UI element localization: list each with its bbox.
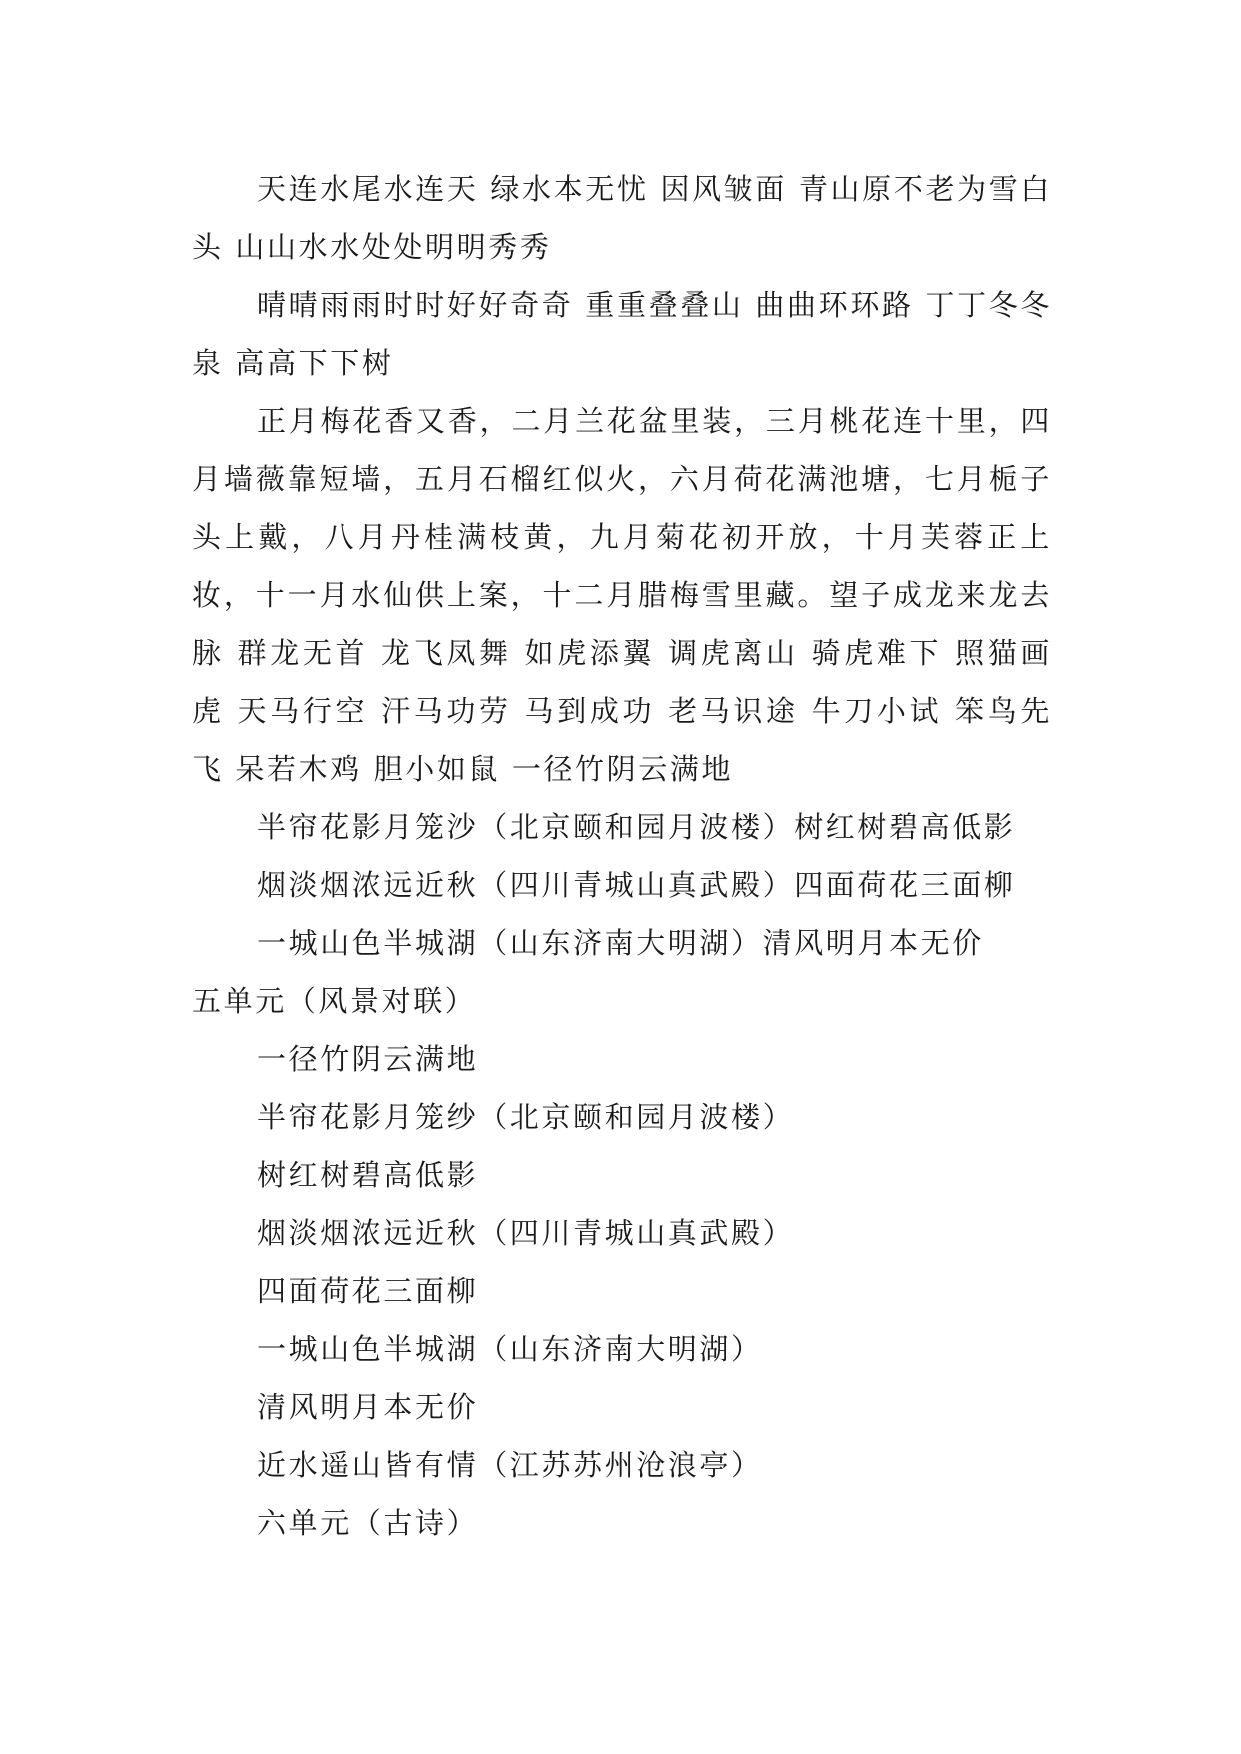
list-item: 清风明月本无价 bbox=[257, 1390, 479, 1424]
list-item: 一径竹阴云满地 bbox=[257, 1042, 479, 1076]
list-item: 近水遥山皆有情（江苏苏州沧浪亭） bbox=[257, 1448, 763, 1482]
document-page bbox=[192, 160, 1052, 1552]
paragraph-couplet-line-3: 一城山色半城湖（山东济南大明湖）清风明月本无价 bbox=[257, 926, 984, 960]
paragraph-couplet-sky-water: 天连水尾水连天 绿水本无忧 因风皱面 青山原不老为雪白头 山山水水处处明明秀秀 bbox=[192, 172, 1052, 264]
list-item: 树红树碧高低影 bbox=[257, 1158, 479, 1192]
paragraph-couplet-line-2: 烟淡烟浓远近秋（四川青城山真武殿）四面荷花三面柳 bbox=[257, 868, 1016, 902]
list-item: 烟淡烟浓远近秋（四川青城山真武殿） bbox=[257, 1216, 795, 1250]
section-heading-unit-6: 六单元（古诗） bbox=[257, 1506, 479, 1540]
list-item: 四面荷花三面柳 bbox=[257, 1274, 479, 1308]
paragraph-couplet-line-1: 半帘花影月笼沙（北京颐和园月波楼）树红树碧高低影 bbox=[257, 810, 1016, 844]
paragraph-flower-months-idioms: 正月梅花香又香，二月兰花盆里装，三月桃花连十里，四月墙薇靠短墙，五月石榴红似火，六月荷花满池塘，七月栀子头上戴，八月丹桂满枝黄，九月菊花初开放，十月芙蓉正上妆，十一月水仙供上案，十二月腊梅雪里藏。望子成龙来龙去脉 群龙无首 龙飞凤舞 如虎添翼 调虎离山 骑虎难下 照猫画虎 天马行空 汗马功劳 马到成功 老马识途 牛刀小试 笨鸟先飞 呆若木鸡 胆小如鼠 一径竹阴云满地 bbox=[192, 404, 1052, 786]
paragraph-couplet-rain-sun: 晴晴雨雨时时好好奇奇 重重叠叠山 曲曲环环路 丁丁冬冬泉 高高下下树 bbox=[192, 288, 1052, 380]
list-item: 一城山色半城湖（山东济南大明湖） bbox=[257, 1332, 763, 1366]
list-item: 半帘花影月笼纱（北京颐和园月波楼） bbox=[257, 1100, 795, 1134]
section-heading-unit-5: 五单元（风景对联） bbox=[192, 984, 477, 1018]
